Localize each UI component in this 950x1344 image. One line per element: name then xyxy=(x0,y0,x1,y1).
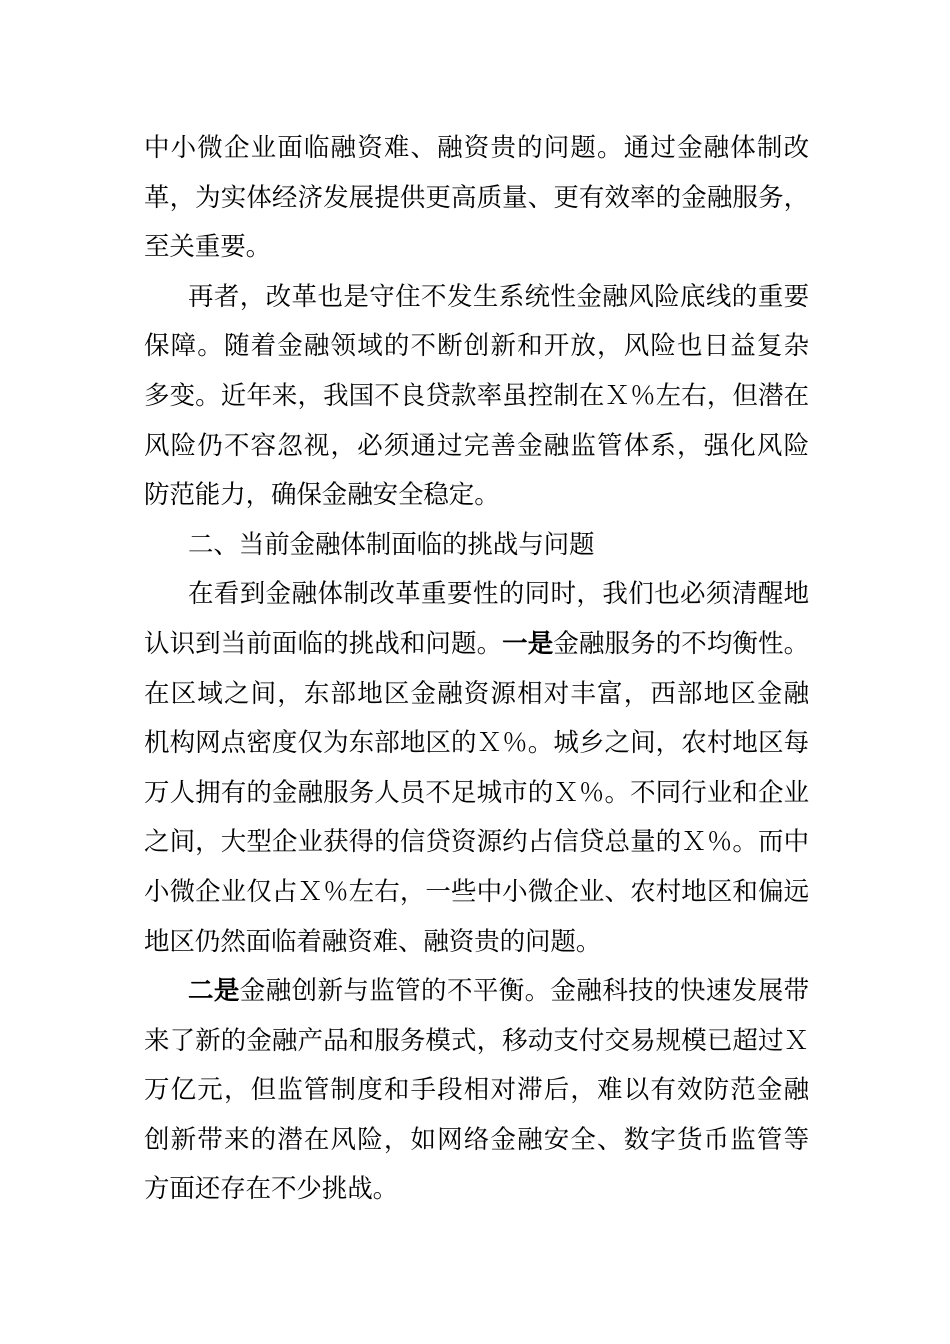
text-line: 机构网点密度仅为东部地区的Ｘ％。城乡之间，农村地区每 xyxy=(144,728,809,759)
text-run: 认识到当前面临的挑战和问题。 xyxy=(144,628,503,659)
text-line: 防范能力，确保金融安全稳定。 xyxy=(144,480,500,511)
text-line: 多变。近年来，我国不良贷款率虽控制在Ｘ％左右，但潜在 xyxy=(144,380,809,411)
text-line: 在区域之间，东部地区金融资源相对丰富，西部地区金融 xyxy=(144,678,809,709)
text-line: 万亿元，但监管制度和手段相对滞后，难以有效防范金融 xyxy=(144,1075,809,1106)
text-line: 方面还存在不少挑战。 xyxy=(144,1174,399,1205)
bold-run: 一是 xyxy=(502,628,554,659)
text-line: 保障。随着金融领域的不断创新和开放，风险也日益复杂 xyxy=(144,331,809,362)
text-run: 金融服务的不均衡性。 xyxy=(553,628,809,659)
text-line-mixed xyxy=(144,620,809,670)
document-page xyxy=(144,124,809,1215)
text-line: 在看到金融体制改革重要性的同时，我们也必须清醒地 xyxy=(188,579,809,610)
text-line-mixed xyxy=(144,967,809,1017)
text-line: 革，为实体经济发展提供更高质量、更有效率的金融服务， xyxy=(144,182,809,213)
paragraph-4 xyxy=(144,967,809,1215)
text-line: 万人拥有的金融服务人员不足城市的Ｘ％。不同行业和企业 xyxy=(144,777,809,808)
text-line: 再者，改革也是守住不发生系统性金融风险底线的重要 xyxy=(188,281,809,312)
text-line: 小微企业仅占Ｘ％左右，一些中小微企业、农村地区和偏远 xyxy=(144,876,809,907)
section-heading xyxy=(144,521,809,571)
bold-run: 二是 xyxy=(188,976,240,1007)
text-line: 至关重要。 xyxy=(144,232,272,263)
heading-line: 二、当前金融体制面临的挑战与问题 xyxy=(188,529,595,560)
text-run: 金融创新与监管的不平衡。金融科技的快速发展带 xyxy=(239,976,809,1007)
text-line: 风险仍不容忽视，必须通过完善金融监管体系，强化风险 xyxy=(144,430,809,461)
paragraph-2 xyxy=(144,273,809,521)
text-line: 来了新的金融产品和服务模式，移动支付交易规模已超过Ｘ xyxy=(144,1025,809,1056)
text-line: 创新带来的潜在风险，如网络金融安全、数字货币监管等 xyxy=(144,1124,809,1155)
text-line: 中小微企业面临融资难、融资贵的问题。通过金融体制改 xyxy=(144,133,809,163)
paragraph-3 xyxy=(144,570,809,967)
paragraph-1 xyxy=(144,124,809,273)
text-line: 地区仍然面临着融资难、融资贵的问题。 xyxy=(144,926,602,957)
text-line: 之间，大型企业获得的信贷资源约占信贷总量的Ｘ％。而中 xyxy=(144,827,809,858)
